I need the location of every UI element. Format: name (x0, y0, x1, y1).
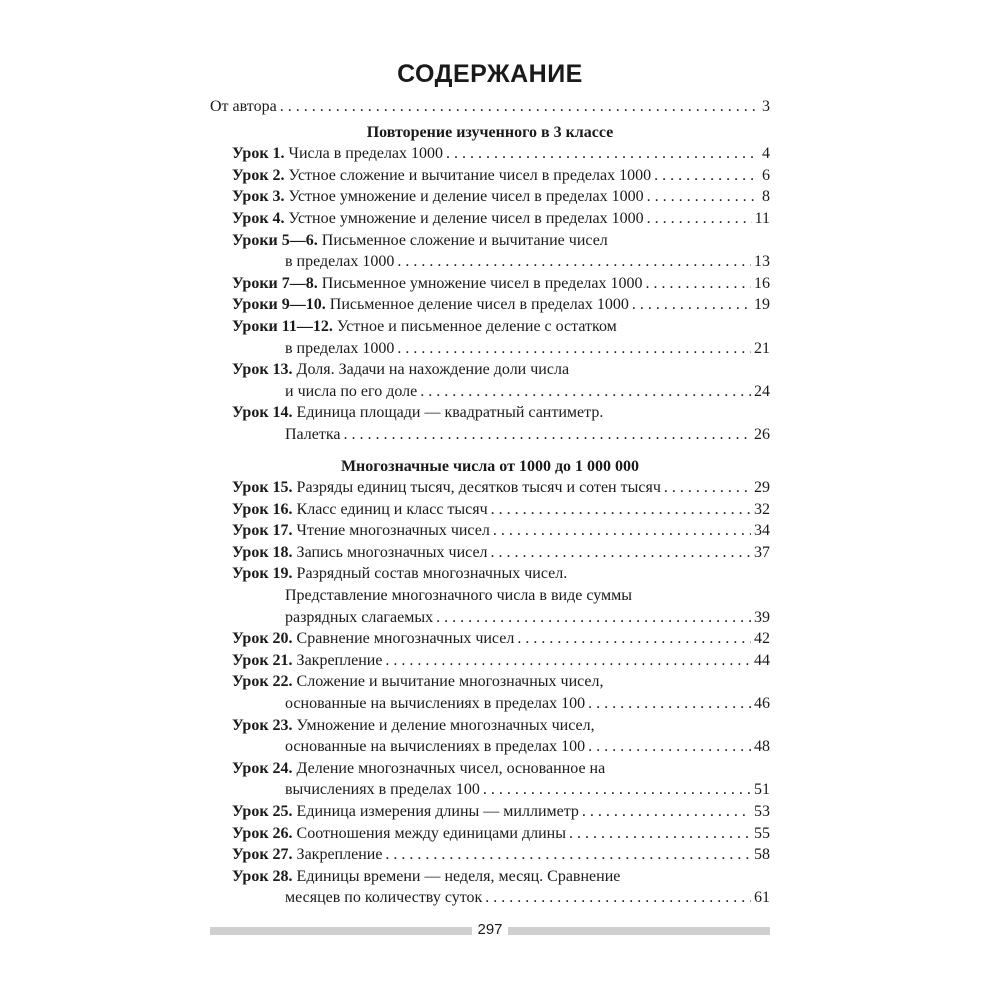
toc-entry[interactable] (210, 230, 770, 273)
toc-line-text (232, 165, 651, 187)
lesson-title-text: Устное сложение и вычитание чисел в пределах 1000 (288, 166, 652, 184)
lesson-label: Урок 28. (232, 867, 293, 885)
page-ref: 42 (754, 630, 770, 648)
lesson-title-text: и числа по его доле (285, 382, 418, 400)
lesson-title-text: Устное и письменное деление с остатком (336, 317, 617, 335)
page-ref: 48 (754, 738, 770, 756)
toc-entry[interactable] (210, 520, 770, 542)
toc-line-text (232, 402, 603, 424)
toc-entry[interactable] (210, 823, 770, 845)
lesson-label: Урок 1. (232, 145, 285, 163)
lesson-title-text: Класс единиц и класс тысяч (296, 500, 488, 518)
page-ref: 51 (754, 781, 770, 799)
lesson-label: Урок 20. (232, 630, 293, 648)
toc-line-text (285, 381, 417, 403)
toc-line-text (232, 628, 514, 650)
page-ref: 61 (754, 889, 770, 907)
leader-dots (344, 424, 751, 446)
toc-line (210, 779, 770, 801)
lesson-label: Урок 13. (232, 361, 293, 379)
leader-dots (491, 499, 751, 521)
lesson-label: Урок 25. (232, 803, 293, 820)
toc-line-text (232, 230, 608, 252)
lesson-title-text: Письменное сложение и вычитание чисел (321, 231, 608, 249)
toc-entry[interactable] (210, 499, 770, 521)
toc-line-text (232, 143, 443, 165)
toc-line (210, 273, 770, 295)
lesson-title-text: вычислениях в пределах 100 (285, 781, 480, 799)
page-footer (210, 920, 770, 940)
toc-line-text (285, 736, 585, 758)
toc-entry[interactable] (210, 143, 770, 165)
lesson-title-text: Представление многозначного числа в виде суммы (285, 587, 632, 605)
lesson-title-text: Сравнение многозначных чисел (296, 630, 515, 648)
page-ref: 58 (754, 846, 770, 864)
leader-dots (588, 736, 751, 758)
toc-line-text (232, 316, 617, 338)
lesson-title-text: Палетка (285, 425, 341, 443)
page-ref: 11 (754, 209, 770, 227)
toc-line (210, 887, 770, 909)
toc-line (210, 208, 770, 230)
page-ref: 34 (754, 522, 770, 540)
toc-entry[interactable] (210, 477, 770, 499)
toc-entry[interactable] (210, 186, 770, 208)
intro-text: От автора (210, 98, 277, 115)
toc-line (210, 693, 770, 715)
section-gap (210, 446, 770, 452)
lesson-title-text: разрядных слагаемых (285, 608, 434, 626)
lesson-title-text: Единица площади — квадратный сантиметр. (296, 404, 604, 422)
toc-line (210, 866, 770, 888)
lesson-label: Урок 4. (232, 209, 285, 227)
lesson-title-text: Чтение многозначных чисел (296, 522, 490, 540)
leader-dots (446, 143, 759, 165)
section-heading: Повторение изученного в 3 классе (366, 123, 614, 141)
leader-dots (517, 628, 751, 650)
page-ref: 19 (754, 296, 770, 314)
toc-line-text (232, 273, 643, 295)
lesson-title-text: Устное умножение и деление чисел в пределах 1000 (288, 188, 644, 206)
toc-line (210, 758, 770, 780)
lesson-label: Урок 27. (232, 846, 293, 864)
toc-line (210, 585, 770, 607)
toc-line-text (285, 251, 394, 273)
toc-line-text (285, 779, 480, 801)
leader-dots (491, 542, 751, 564)
lesson-label: Урок 15. (232, 479, 293, 497)
lesson-title-text: Письменное деление чисел в пределах 1000 (329, 296, 629, 314)
lesson-title-text: Закрепление (296, 651, 383, 669)
toc-entry[interactable] (210, 650, 770, 672)
lesson-label: Уроки 11—12. (232, 317, 333, 335)
toc-line (210, 715, 770, 737)
toc-line (210, 316, 770, 338)
toc-entry[interactable] (210, 316, 770, 359)
page-ref: 8 (762, 188, 770, 206)
toc-line (210, 294, 770, 316)
lesson-title-text: в пределах 1000 (285, 253, 395, 271)
page-ref: 24 (754, 382, 770, 400)
section-entries (210, 477, 770, 909)
leader-dots (385, 650, 751, 672)
table-of-contents (210, 96, 770, 909)
toc-line-text (232, 294, 629, 316)
lesson-title-text: Письменное умножение чисел в пределах 1000 (321, 274, 643, 292)
toc-entry[interactable] (210, 294, 770, 316)
toc-line (210, 736, 770, 758)
leader-dots (647, 208, 752, 230)
leader-dots (632, 294, 751, 316)
toc-line-text (232, 801, 579, 823)
lesson-label: Уроки 9—10. (232, 296, 326, 314)
toc-line-text (232, 477, 661, 499)
page-ref: 16 (754, 274, 770, 292)
lesson-title-text: Закрепление (296, 846, 383, 864)
toc-line-text (285, 424, 341, 446)
lesson-title-text: Доля. Задачи на нахождение доли числа (296, 361, 570, 379)
page-ref: 32 (754, 500, 770, 518)
lesson-title-text: в пределах 1000 (285, 339, 395, 357)
lesson-label: Урок 21. (232, 651, 293, 669)
lesson-label: Урок 19. (232, 565, 293, 583)
leader-dots (397, 251, 751, 273)
leader-dots (647, 186, 759, 208)
toc-line-text (232, 715, 595, 737)
toc-line (210, 381, 770, 403)
page-ref: 37 (754, 543, 770, 561)
toc-line (210, 477, 770, 499)
page-ref: 44 (754, 651, 770, 669)
lesson-label: Урок 22. (232, 673, 293, 691)
leader-dots (664, 477, 751, 499)
page-ref: 6 (762, 166, 770, 184)
leader-dots (485, 887, 751, 909)
toc-line-text (232, 563, 567, 585)
toc-line-text (285, 693, 585, 715)
toc-entry[interactable] (210, 866, 770, 909)
toc-line-text (232, 844, 382, 866)
leader-dots (397, 338, 751, 360)
lesson-title-text: Устное умножение и деление чисел в пределах 1000 (288, 209, 644, 227)
lesson-title-text: Единицы времени — неделя, месяц. Сравнение (296, 867, 621, 885)
lesson-label: Урок 24. (232, 759, 293, 777)
toc-line (210, 424, 770, 446)
toc-line (210, 844, 770, 866)
footer-bar-left (210, 927, 472, 935)
toc-entry[interactable] (210, 273, 770, 295)
toc-line (210, 230, 770, 252)
footer-bar-right (508, 927, 770, 935)
lesson-title-text: основанные на вычислениях в пределах 100 (285, 695, 586, 713)
lesson-title-text: Запись многозначных чисел (296, 543, 488, 561)
toc-line (210, 359, 770, 381)
toc-line (210, 801, 770, 823)
lesson-label: Уроки 5—6. (232, 231, 318, 249)
toc-entry[interactable] (210, 402, 770, 445)
lesson-label: Урок 2. (232, 166, 285, 184)
toc-line (210, 628, 770, 650)
toc-line (210, 251, 770, 273)
toc-entry[interactable] (210, 165, 770, 187)
page-ref: 55 (754, 824, 770, 842)
toc-line (210, 671, 770, 693)
toc-line-text (232, 671, 604, 693)
lesson-label: Урок 16. (232, 500, 293, 518)
toc-line-text (232, 208, 644, 230)
page-ref: 21 (754, 339, 770, 357)
lesson-title-text: Деление многозначных чисел, основанное на (296, 759, 606, 777)
toc-line (210, 338, 770, 360)
toc-line (210, 650, 770, 672)
toc-line (210, 607, 770, 629)
toc-line (210, 143, 770, 165)
lesson-label: Урок 17. (232, 522, 293, 540)
page-ref: 53 (754, 803, 770, 820)
leader-dots (420, 381, 751, 403)
toc-line-text (285, 607, 433, 629)
toc-line-text (285, 338, 394, 360)
toc-line (210, 563, 770, 585)
page-ref: 29 (754, 479, 770, 497)
toc-entry[interactable] (210, 628, 770, 650)
leader-dots (569, 823, 751, 845)
lesson-label: Урок 14. (232, 404, 293, 422)
toc-line (210, 402, 770, 424)
toc-line (210, 165, 770, 187)
lesson-label: Урок 23. (232, 716, 293, 734)
toc-line (210, 542, 770, 564)
toc-entry[interactable] (210, 208, 770, 230)
toc-entry[interactable] (210, 563, 770, 628)
lesson-label: Уроки 7—8. (232, 274, 318, 292)
page-ref: 39 (754, 608, 770, 626)
leader-dots (588, 693, 751, 715)
toc-entry[interactable] (210, 359, 770, 402)
leader-dots (436, 607, 751, 629)
lesson-title-text: Разряды единиц тысяч, десятков тысяч и сотен тысяч (296, 479, 661, 497)
toc-line-text (285, 585, 632, 607)
lesson-title-text: Умножение и деление многозначных чисел, (296, 716, 595, 734)
lesson-title-text: Разрядный состав многозначных чисел. (296, 565, 568, 583)
toc-entry[interactable] (210, 758, 770, 801)
toc-line-text (232, 186, 644, 208)
page-ref: 4 (762, 145, 770, 163)
toc-line-text (232, 499, 488, 521)
leader-dots (493, 520, 751, 542)
toc-line-text (285, 887, 482, 909)
toc-entry[interactable] (210, 671, 770, 714)
leader-dots (646, 273, 751, 295)
leader-dots (483, 779, 751, 801)
page-ref: 46 (754, 695, 770, 713)
toc-entry[interactable] (210, 844, 770, 866)
toc-line (210, 186, 770, 208)
toc-line-text (232, 520, 490, 542)
toc-entry[interactable] (210, 801, 770, 823)
leader-dots (582, 801, 751, 823)
page-ref: 3 (762, 98, 770, 115)
page-number: 297 (477, 921, 503, 938)
lesson-title-text: Соотношения между единицами длины (296, 824, 566, 842)
lesson-label: Урок 26. (232, 824, 293, 842)
leader-dots (280, 96, 759, 118)
toc-entry-intro[interactable] (210, 96, 770, 118)
leader-dots (654, 165, 759, 187)
section-entries (210, 143, 770, 445)
section-heading: Многозначные числа от 1000 до 1 000 000 (340, 457, 640, 475)
toc-line (210, 499, 770, 521)
lesson-label: Урок 18. (232, 543, 293, 561)
page-title: СОДЕРЖАНИЕ (397, 60, 583, 88)
toc-line (210, 520, 770, 542)
lesson-title-text: Единица измерения длины — миллиметр (296, 803, 579, 820)
lesson-title-text: Сложение и вычитание многозначных чисел, (296, 673, 604, 691)
lesson-label: Урок 3. (232, 188, 285, 206)
toc-line-text (232, 758, 605, 780)
page-ref: 26 (754, 425, 770, 443)
toc-line-text (232, 650, 382, 672)
lesson-title-text: Числа в пределах 1000 (288, 145, 444, 163)
lesson-title-text: основанные на вычислениях в пределах 100 (285, 738, 586, 756)
toc-entry[interactable] (210, 715, 770, 758)
toc-line (210, 823, 770, 845)
leader-dots (385, 844, 751, 866)
toc-line-text (232, 866, 620, 888)
toc-entry[interactable] (210, 542, 770, 564)
page-ref: 13 (754, 253, 770, 271)
toc-line-text (232, 823, 566, 845)
toc-line-text (232, 359, 569, 381)
toc-line-text (232, 542, 488, 564)
lesson-title-text: месяцев по количеству суток (285, 889, 483, 907)
